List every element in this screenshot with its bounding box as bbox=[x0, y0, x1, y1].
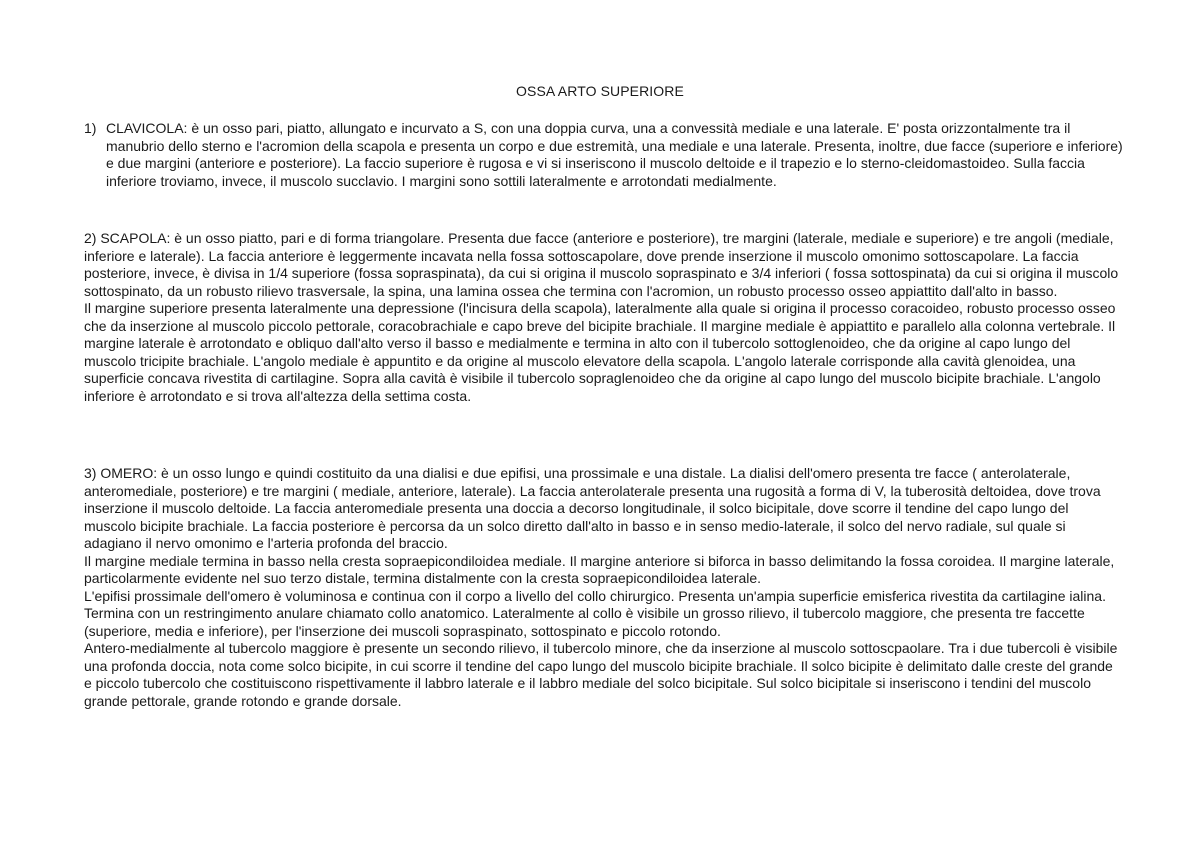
list-number: 1) bbox=[84, 120, 97, 136]
omero-paragraph-4: Antero-medialmente al tubercolo maggiore è presente un secondo rilievo, il tubercolo minore, che da inserzione al muscolo sottoscpaolare. Tra i due tubercoli è visibile una profonda doccia, nota come solco bicipite, in cui scorre il tendine del capo lungo del muscolo bicipite brachiale. Il solco bicipite è delimitato dalle creste del grande e piccolo tubercolo che costituiscono rispettivamente il labbro laterale e il labbro mediale del solco bicipitale. Sul solco bicipitale si inseriscono i tendini del muscolo grande pettorale, grande rotondo e grande dorsale. bbox=[84, 640, 1118, 709]
scapola-paragraph-2: Il margine superiore presenta lateralmente una depressione (l'incisura della scapola), lateralmente alla quale si origina il processo coracoideo, robusto processo osseo che da inserzione al muscolo piccolo pettorale, coracobrachiale e capo breve del bicipite brachiale. Il margine mediale è appiattito e parallelo alla colonna vertebrale. Il margine laterale è arrotondato e obliquo dall'alto verso il basso e medialmente e termina in alto con il tubercolo sottoglenoideo, che da origine al capo lungo del muscolo tricipite brachiale. L'angolo mediale è appuntito e da origine al muscolo elevatore della scapola. L'angolo laterale corrisponde alla cavità glenoidea, una superficie concava rivestita di cartilagine. Sopra alla cavità è visibile il tubercolo sopraglenoideo che da origine al capo lungo del muscolo bicipite brachiale. L'angolo inferiore è arrotondato e si trova all'altezza della settima costa. bbox=[84, 300, 1116, 404]
document-title: OSSA ARTO SUPERIORE bbox=[516, 83, 684, 99]
omero-paragraph-3: L'epifisi prossimale dell'omero è voluminosa e continua con il corpo a livello del collo chirurgico. Presenta un'ampia superficie emisferica rivestita da cartilagine ialina. Termina con un restringimento anulare chiamato collo anatomico. Lateralmente al collo è visibile un grosso rilievo, il tubercolo maggiore, che presenta tre faccette (superiore, media e inferiore), per l'inserzione dei muscoli sopraspinato, sottospinato e piccolo rotondo. bbox=[84, 587, 1106, 639]
omero-paragraph-1: 3) OMERO: è un osso lungo e quindi costituito da una dialisi e due epifisi, una prossimale e una distale. La dialisi dell'omero presenta tre facce ( anterolaterale, anteromediale, posteriore) e tre margini ( mediale, anteriore, laterale). La faccia anterolaterale presenta una rugosità a forma di V, la tuberosità deltoidea, dove trova inserzione il muscolo deltoide. La faccia anteromediale presenta una doccia a decorso longitudinale, il solco bicipitale, dove scorre il tendine del capo lungo del muscolo bicipite brachiale. La faccia posteriore è percorsa da un solco diretto dall'alto in basso e in senso medio-laterale, il solco del nervo radiale, sul quale si adagiano il nervo omonimo e l'arteria profonda del braccio. bbox=[84, 465, 1101, 551]
section-omero bbox=[84, 465, 1124, 710]
omero-paragraph-2: Il margine mediale termina in basso nella cresta sopraepicondiloidea mediale. Il margine anteriore si biforca in basso delimitando la fossa coroidea. Il margine laterale, particolarmente evidente nel suo terzo distale, termina distalmente con la cresta sopraepicondiloidea laterale. bbox=[84, 552, 1115, 586]
clavicola-paragraph: CLAVICOLA: è un osso pari, piatto, allungato e incurvato a S, con una doppia curva, una a convessità mediale e una laterale. E' posta orizzontalmente tra il manubrio dello sterno e l'acromion della scapola e presenta un corpo e due estremità, una mediale e una laterale. Presenta, inoltre, due facce (superiore e inferiore) e due margini (anteriore e posteriore). La faccio superiore è rugosa e vi si inseriscono il muscolo deltoide e il trapezio e lo sterno-cleidomastoideo. Sulla faccia inferiore troviamo, invece, il muscolo succlavio. I margini sono sottili lateralmente e arrotondati medialmente. bbox=[106, 120, 1123, 189]
section-scapola bbox=[84, 230, 1124, 405]
section-clavicola bbox=[84, 120, 1124, 190]
scapola-paragraph-1: 2) SCAPOLA: è un osso piatto, pari e di forma triangolare. Presenta due facce (anteriore e posteriore), tre margini (laterale, mediale e superiore) e tre angoli (mediale, inferiore e laterale). La faccia anteriore è leggermente incavata nella fossa sottoscapolare, dove prende inserzione il muscolo omonimo sottoscapolare. La faccia posteriore, invece, è divisa in 1/4 superiore (fossa sopraspinata), da cui si origina il muscolo sopraspinato e 3/4 inferiori ( fossa sottospinata) da cui si origina il muscolo sottospinato, da un robusto rilievo trasversale, la spina, una lamina ossea che termina con l'acromion, un robusto processo osseo appiattito dall'alto in basso. bbox=[84, 230, 1119, 299]
